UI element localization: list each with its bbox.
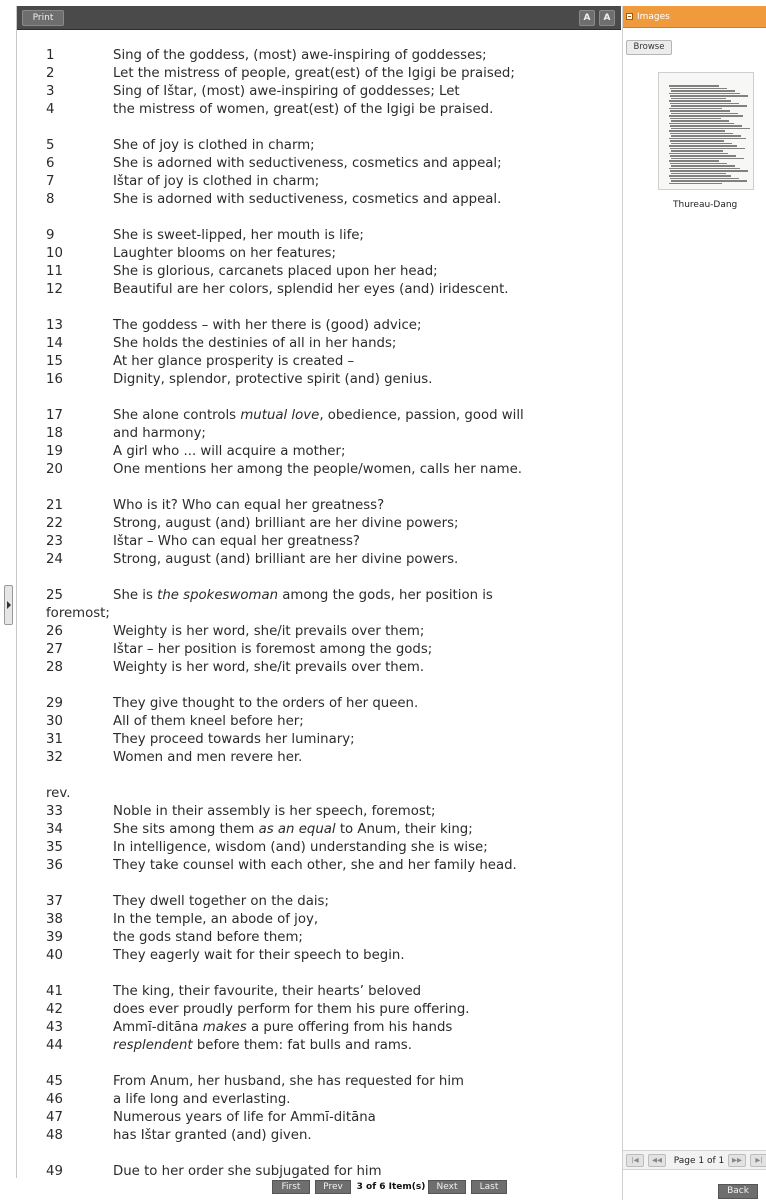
line-text: a life long and everlasting. — [113, 1092, 291, 1107]
print-button[interactable]: Print — [22, 10, 64, 26]
thumbnail-text-stroke — [669, 168, 740, 170]
line-number: 6 — [46, 156, 55, 171]
line-text: They take counsel with each other, she and her family head. — [113, 858, 517, 873]
line-text: Let the mistress of people, great(est) of the Igigi be praised; — [113, 66, 515, 81]
line-text: to Anum, their king; — [335, 822, 473, 837]
line-text: has Ištar granted (and) given. — [113, 1128, 312, 1143]
thumbnail-text-stroke — [670, 170, 748, 172]
line-text: Weighty is her word, she/it prevails over them. — [113, 660, 425, 675]
line-number: 1 — [46, 48, 55, 63]
text-line — [46, 1037, 412, 1055]
text-line — [46, 551, 458, 569]
text-line — [46, 353, 354, 371]
line-text: a pure offering from his hands — [246, 1020, 453, 1035]
prev-item-button[interactable]: Prev — [315, 1180, 351, 1194]
transliteration-text — [17, 30, 621, 1178]
line-text: Beautiful are her colors, splendid her eyes (and) iridescent. — [113, 282, 509, 297]
text-line — [46, 1109, 376, 1127]
text-line — [46, 371, 432, 389]
text-line — [46, 83, 460, 101]
viewer-toolbar — [17, 6, 621, 30]
line-text: They eagerly wait for their speech to begin. — [113, 948, 405, 963]
line-text-emphasis: resplendent — [113, 1038, 193, 1053]
line-text: She is — [113, 588, 158, 603]
line-text: She is adorned with seductiveness, cosmetics and appeal; — [113, 156, 502, 171]
thumbnail-text-stroke — [671, 173, 726, 175]
thumbnail-text-stroke — [670, 88, 727, 90]
line-text: From Anum, her husband, she has requested for him — [113, 1074, 464, 1089]
line-number: rev. — [46, 786, 71, 801]
thumbnail-text-stroke — [671, 165, 735, 167]
line-text: At her glance prosperity is created – — [113, 354, 355, 369]
line-number: 27 — [46, 642, 63, 657]
text-line — [46, 101, 493, 119]
thumbnail-text-stroke — [669, 175, 731, 177]
line-text: the mistress of women, great(est) of the Igigi be praised. — [113, 102, 494, 117]
text-line — [46, 1019, 452, 1037]
text-line — [46, 839, 488, 857]
thumbnail-caption: Thureau-Dang — [673, 200, 738, 210]
text-line — [46, 641, 432, 659]
line-text: In intelligence, wisdom (and) understanding she is wise; — [113, 840, 488, 855]
text-line — [46, 443, 345, 461]
line-number: 4 — [46, 102, 55, 117]
text-line — [46, 695, 418, 713]
text-line — [46, 173, 319, 191]
line-text: One mentions her among the people/women, calls her name. — [113, 462, 522, 477]
thumbnail-text-stroke — [671, 135, 741, 137]
line-text-emphasis: mutual love — [240, 408, 320, 423]
line-number: 44 — [46, 1038, 63, 1053]
line-number: 2 — [46, 66, 55, 81]
line-number: 3 — [46, 84, 55, 99]
line-text: Ištar – her position is foremost among the gods; — [113, 642, 433, 657]
text-line — [46, 497, 384, 515]
thumbnail-text-stroke — [669, 85, 719, 87]
item-count: 3 of 6 Item(s) — [356, 1182, 426, 1192]
line-number: 13 — [46, 318, 63, 333]
thumbnail-text-stroke — [669, 145, 737, 147]
font-increase-icon: A — [583, 13, 591, 23]
line-number: 15 — [46, 354, 63, 369]
text-line — [46, 137, 315, 155]
browse-button[interactable]: Browse — [626, 40, 672, 55]
thumbnail-text-stroke — [669, 100, 731, 102]
text-line — [46, 191, 501, 209]
line-text: She of joy is clothed in charm; — [113, 138, 315, 153]
thumbnail-text-stroke — [669, 153, 728, 155]
text-line — [46, 245, 336, 263]
line-text-emphasis: makes — [202, 1020, 247, 1035]
text-line — [46, 947, 405, 965]
thumbnail-text-stroke — [670, 110, 730, 112]
document-viewer — [16, 6, 620, 1178]
line-number: 39 — [46, 930, 63, 945]
increase-font-button[interactable] — [579, 10, 595, 26]
thumbnail-text-stroke — [669, 130, 725, 132]
line-number: 14 — [46, 336, 63, 351]
text-line — [46, 65, 515, 83]
first-page-icon[interactable]: |◀ — [626, 1154, 644, 1167]
collapse-icon[interactable] — [626, 13, 633, 20]
line-number: 41 — [46, 984, 63, 999]
line-text: A girl who ... will acquire a mother; — [113, 444, 346, 459]
line-number: 19 — [46, 444, 63, 459]
line-text: Ištar – Who can equal her greatness? — [113, 534, 360, 549]
line-number: 42 — [46, 1002, 63, 1017]
collapse-left-panel-button[interactable] — [4, 585, 13, 625]
line-text-emphasis: the spokeswoman — [157, 588, 279, 603]
line-text: Due to her order she subjugated for him — [113, 1164, 382, 1178]
line-text: Noble in their assembly is her speech, foremost; — [113, 804, 436, 819]
line-text-emphasis: as an equal — [258, 822, 336, 837]
line-number: 45 — [46, 1074, 63, 1089]
line-text: Strong, august (and) brilliant are her divine powers. — [113, 552, 459, 567]
text-line — [46, 1091, 291, 1109]
page-indicator: Page 1 of 1 — [673, 1156, 725, 1166]
thumbnail-text-stroke — [670, 118, 721, 120]
text-line — [46, 227, 364, 245]
line-text: She is sweet-lipped, her mouth is life; — [113, 228, 364, 243]
text-line — [46, 533, 360, 551]
thumbnail-text-stroke — [669, 160, 719, 162]
line-number: 12 — [46, 282, 63, 297]
text-line — [46, 281, 509, 299]
next-page-icon[interactable]: ▶▶ — [728, 1154, 746, 1167]
line-text: They proceed towards her luminary; — [113, 732, 355, 747]
decrease-font-button[interactable] — [599, 10, 615, 26]
text-line — [46, 803, 436, 821]
item-pager — [16, 1178, 620, 1200]
last-page-icon[interactable]: ▶| — [750, 1154, 766, 1167]
text-line — [46, 659, 424, 677]
text-line — [46, 407, 524, 425]
text-line — [46, 335, 396, 353]
first-item-button[interactable]: First — [272, 1180, 310, 1194]
line-number: 20 — [46, 462, 63, 477]
thumbnail-text-stroke — [669, 93, 740, 95]
line-text: Who is it? Who can equal her greatness? — [113, 498, 385, 513]
line-text: Sing of the goddess, (most) awe-inspiring of goddesses; — [113, 48, 487, 63]
line-number: 28 — [46, 660, 63, 675]
thumbnail-text-stroke — [670, 163, 727, 165]
text-line — [46, 911, 318, 929]
line-text: Numerous years of life for Ammī-ditāna — [113, 1110, 376, 1125]
thumbnail-text-stroke — [670, 155, 736, 157]
images-panel-title: Images — [637, 12, 670, 22]
thumbnail-text-stroke — [670, 178, 739, 180]
line-number: 24 — [46, 552, 63, 567]
text-line — [46, 1001, 470, 1019]
last-item-button[interactable]: Last — [471, 1180, 507, 1194]
prev-page-icon[interactable]: ◀◀ — [648, 1154, 666, 1167]
text-line — [46, 623, 424, 641]
line-text: The goddess – with her there is (good) advice; — [113, 318, 422, 333]
line-number: 17 — [46, 408, 63, 423]
thumbnail-text-stroke — [670, 140, 724, 142]
line-text: Women and men revere her. — [113, 750, 303, 765]
reverse-marker — [46, 785, 113, 803]
thumbnail-text-stroke — [670, 95, 748, 97]
text-line — [46, 857, 517, 875]
font-decrease-icon: A — [603, 13, 611, 23]
thumbnail-text-stroke — [671, 158, 744, 160]
thumbnail-text-stroke — [671, 120, 729, 122]
text-line — [46, 731, 355, 749]
text-line — [46, 821, 473, 839]
thumbnail-text-stroke — [671, 180, 747, 182]
line-number: 49 — [46, 1164, 63, 1178]
thumbnail-text-stroke — [670, 103, 739, 105]
line-text: the gods stand before them; — [113, 930, 303, 945]
line-number: 43 — [46, 1020, 63, 1035]
line-number: 18 — [46, 426, 63, 441]
text-line — [46, 461, 522, 479]
line-text: Sing of Ištar, (most) awe-inspiring of goddesses; Let — [113, 84, 460, 99]
line-number: 33 — [46, 804, 63, 819]
images-panel-header[interactable] — [623, 6, 766, 28]
thumbnail-text-stroke — [671, 128, 750, 130]
line-text: They dwell together on the dais; — [113, 894, 329, 909]
back-button[interactable]: Back — [718, 1184, 758, 1199]
line-text: She is glorious, carcanets placed upon her head; — [113, 264, 438, 279]
line-number: 48 — [46, 1128, 63, 1143]
line-number: 10 — [46, 246, 63, 261]
line-text: All of them kneel before her; — [113, 714, 304, 729]
text-line — [46, 47, 487, 65]
text-line — [46, 893, 329, 911]
line-text: among the gods, her position is — [278, 588, 493, 603]
line-text: She alone controls — [113, 408, 241, 423]
line-text: She holds the destinies of all in her hands; — [113, 336, 397, 351]
line-text: She sits among them — [113, 822, 259, 837]
thumbnail-text-stroke — [669, 183, 722, 185]
text-line — [46, 587, 493, 605]
line-text: The king, their favourite, their hearts’ beloved — [113, 984, 422, 999]
line-text: does ever proudly perform for them his pure offering. — [113, 1002, 470, 1017]
thumbnail-text-stroke — [671, 143, 732, 145]
expand-arrow-icon — [7, 601, 11, 609]
line-number: 40 — [46, 948, 63, 963]
line-text: Ištar of joy is clothed in charm; — [113, 174, 320, 189]
line-text: Strong, august (and) brilliant are her divine powers; — [113, 516, 459, 531]
text-line — [46, 713, 304, 731]
thumbnail-text-stroke — [670, 125, 742, 127]
images-panel — [622, 6, 766, 1200]
text-line — [46, 1073, 464, 1091]
thumbnail-text-stroke — [671, 98, 726, 100]
text-line — [46, 317, 421, 335]
line-text: Weighty is her word, she/it prevails over them; — [113, 624, 425, 639]
line-number: 38 — [46, 912, 63, 927]
thumbnail-text-stroke — [669, 115, 743, 117]
thumbnail-text-stroke — [669, 108, 722, 110]
text-line — [46, 263, 438, 281]
thumbnail-text-stroke — [671, 90, 735, 92]
line-number: 37 — [46, 894, 63, 909]
line-number: 21 — [46, 498, 63, 513]
line-text: Ammī-ditāna — [113, 1020, 203, 1035]
text-line — [46, 425, 206, 443]
line-text: She is adorned with seductiveness, cosmetics and appeal. — [113, 192, 502, 207]
line-number: 47 — [46, 1110, 63, 1125]
line-text: They give thought to the orders of her queen. — [113, 696, 419, 711]
line-number: 5 — [46, 138, 55, 153]
text-line — [46, 1163, 382, 1178]
line-number: 31 — [46, 732, 63, 747]
line-number: 8 — [46, 192, 55, 207]
line-number: 7 — [46, 174, 55, 189]
text-line — [46, 929, 303, 947]
line-number: 22 — [46, 516, 63, 531]
line-number: 26 — [46, 624, 63, 639]
line-text: Dignity, splendor, protective spirit (and) genius. — [113, 372, 433, 387]
thumbnail-text-stroke — [671, 105, 747, 107]
next-item-button[interactable]: Next — [428, 1180, 466, 1194]
line-number: 36 — [46, 858, 63, 873]
thumbnail-text-stroke — [670, 148, 745, 150]
line-text: , obedience, passion, good will — [319, 408, 524, 423]
line-text: before them: fat bulls and rams. — [192, 1038, 412, 1053]
line-text: foremost; — [46, 606, 110, 621]
line-number: 30 — [46, 714, 63, 729]
line-number: 46 — [46, 1092, 63, 1107]
text-line — [46, 749, 302, 767]
line-number: 25 — [46, 588, 63, 603]
thumbnail-text-stroke — [669, 123, 734, 125]
line-number: 16 — [46, 372, 63, 387]
text-line — [46, 605, 110, 623]
line-text: In the temple, an abode of joy, — [113, 912, 319, 927]
thumbnail-text-stroke — [670, 133, 733, 135]
text-line — [46, 983, 421, 1001]
line-number: 23 — [46, 534, 63, 549]
text-line — [46, 1127, 312, 1145]
line-text: and harmony; — [113, 426, 206, 441]
line-number: 35 — [46, 840, 63, 855]
text-line — [46, 155, 502, 173]
line-number: 11 — [46, 264, 63, 279]
line-text: Laughter blooms on her features; — [113, 246, 336, 261]
line-number: 32 — [46, 750, 63, 765]
line-number: 29 — [46, 696, 63, 711]
line-number: 34 — [46, 822, 63, 837]
tablet-image-thumbnail[interactable] — [658, 72, 754, 190]
line-number: 9 — [46, 228, 55, 243]
text-line — [46, 515, 459, 533]
thumbnail-text-stroke — [669, 138, 746, 140]
thumbnail-text-stroke — [671, 113, 738, 115]
image-pager — [623, 1150, 766, 1170]
thumbnail-text-stroke — [671, 150, 723, 152]
